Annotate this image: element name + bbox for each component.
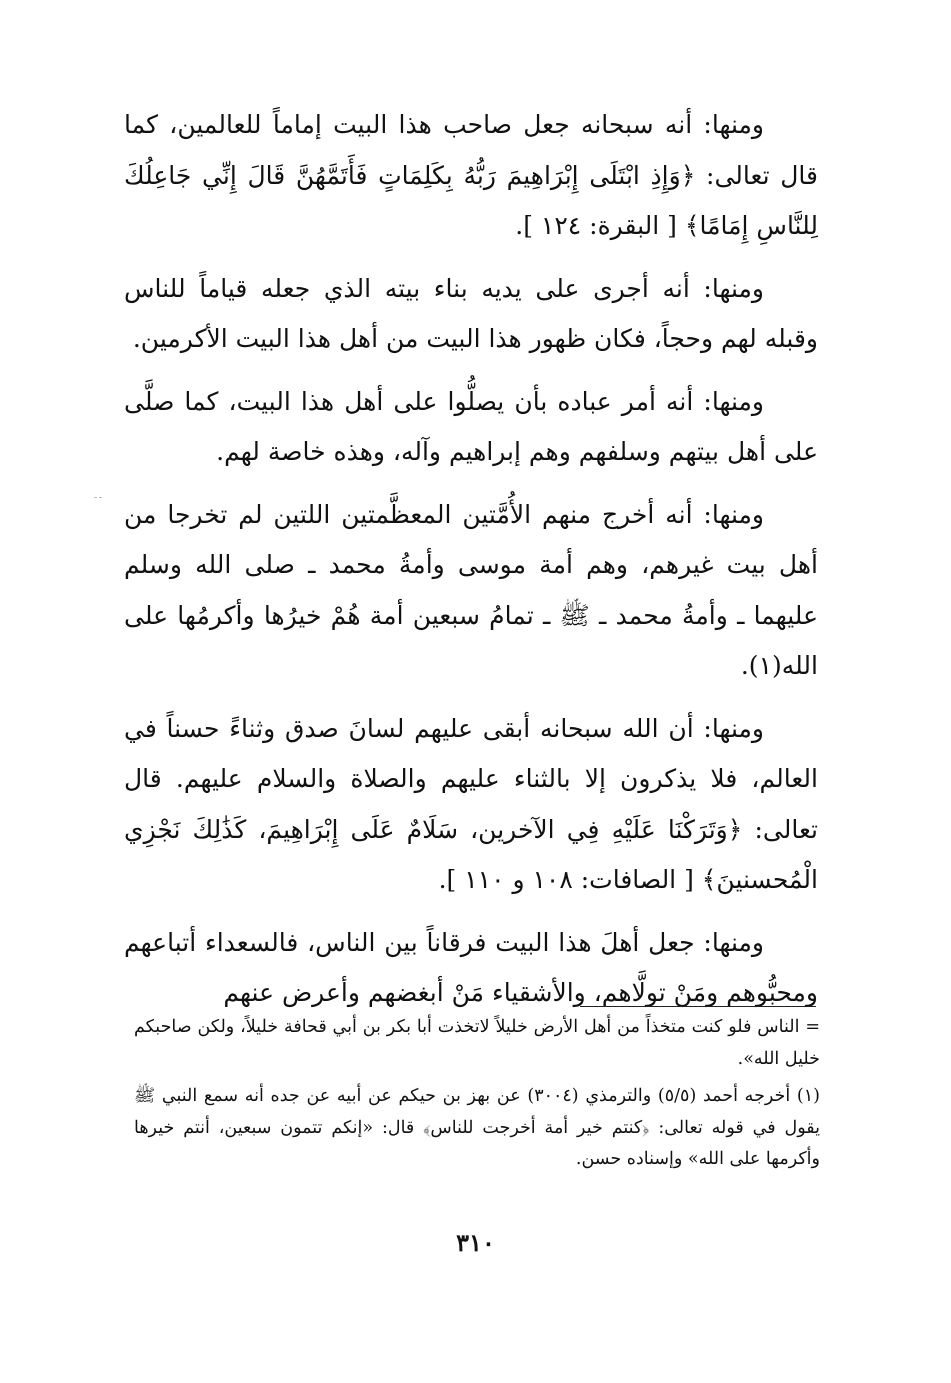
paragraph-2: ومنها: أنه أجرى على يديه بناء بيته الذي جعله قياماً للناس وقبله لهم وحجاً، فكان ظهور هذا البيت من أهل هذا البيت الأكرمين. xyxy=(124,273,818,353)
page-number: ٣١٠ xyxy=(456,1228,495,1257)
paragraph-5: ومنها: أن الله سبحانه أبقى عليهم لسانَ صدق وثناءً حسناً في العالم، فلا يذكرون إلا بالثناء عليهم والصلاة والسلام عليهم. قال تعالى: ﴿وَتَرَكْنَا عَلَيْهِ فِي الآخرين، سَلَامٌ عَلَى إِبْرَاهِيمَ، كَذَٰلِكَ نَجْزِي الْمُحسنينَ﴾ [ الصافات: ١٠٨ و ١١٠ ]. xyxy=(124,713,818,894)
paragraph-1: ومنها: أنه سبحانه جعل صاحب هذا البيت إماماً للعالمين، كما قال تعالى: ﴿وَإِذِ ابْتَلَى إِبْرَاهِيمَ رَبُّهُ بِكَلِمَاتٍ فَأَتَمَّهُنَّ قَالَ إِنِّي جَاعِلُكَ لِلنَّاسِ إِمَامًا﴾ [ البقرة: ١٢٤ ]. xyxy=(124,110,818,240)
footnote-continuation: = الناس فلو كنت متخذاً من أهل الأرض خليلاً لاتخذت أبا بكر بن أبي قحافة خليلاً، ولكن صاحبكم خليل الله». xyxy=(134,1017,820,1069)
scan-mark xyxy=(94,497,102,498)
footnote-separator xyxy=(580,1006,816,1007)
paragraph-3: ومنها: أنه أمر عباده بأن يصلُّوا على أهل هذا البيت، كما صلَّى على أهل بيتهم وسلفهم وهم إبراهيم وآله، وهذه خاصة لهم. xyxy=(124,386,818,466)
footnote-1: (١) أخرجه أحمد (٥/٥) والترمذي (٣٠٠٤) عن بهز بن حيكم عن أبيه عن جده أنه سمع النبي ﷺ يقول في قوله تعالى: ﴿كنتم خير أمة أخرجت للناس﴾ قال: «إنكم تتمون سبعين، أنتم خيرها وأكرمها على الله» وإسناده حسن. xyxy=(134,1086,820,1169)
paragraph-4: ومنها: أنه أخرج منهم الأُمَّتين المعظَّمتين اللتين لم تخرجا من أهل بيت غيرهم، وهم أمة موسى وأمةُ محمد ـ صلى الله وسلم عليهما ـ وأمةُ محمد ـ ﷺ ـ تمامُ سبعين أمة هُمْ خيرُها وأكرمُها على الله(١). xyxy=(124,499,818,680)
paragraph-6: ومنها: جعل أهلَ هذا البيت فرقاناً بين الناس، فالسعداء أتباعهم ومحبُّوهم ومَنْ تولَّاهم، والأشقياء مَنْ أبغضهم وأعرض عنهم xyxy=(124,927,818,1007)
main-text xyxy=(124,100,818,1019)
footnotes xyxy=(134,1012,820,1176)
